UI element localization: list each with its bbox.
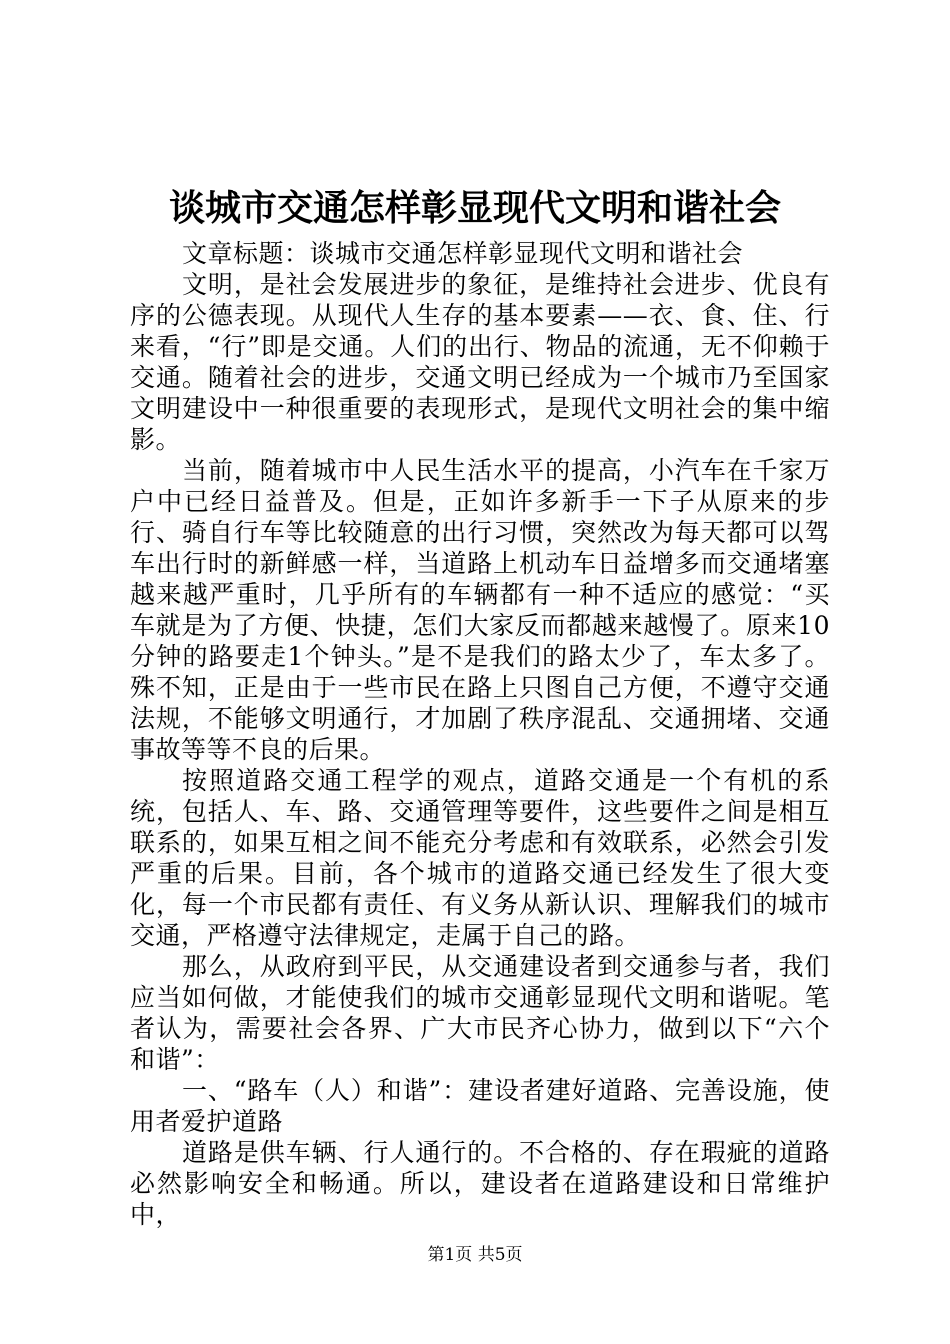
paragraph-traffic-engineering: 按照道路交通工程学的观点，道路交通是一个有机的系统，包括人、车、路、交通管理等要件，这些要件之间是相互联系的，如果互相之间不能充分考虑和有效联系，必然会引发严重的后果。目前，各个城市的道路交通已经发生了很大变化，每一个市民都有责任、有义务从新认识、理解我们的城市交通，严格遵守法律规定，走属于自己的路。: [130, 766, 830, 950]
section-heading-road-vehicle: 一、“路车（人）和谐”：建设者建好道路、完善设施，使用者爱护道路: [130, 1076, 830, 1136]
document-title: 谈城市交通怎样彰显现代文明和谐社会: [168, 187, 781, 229]
document-body: [130, 238, 830, 1230]
page-number: 第1页 共5页: [427, 1245, 523, 1265]
paragraph-six-harmonies-intro: 那么，从政府到平民，从交通建设者到交通参与者，我们应当如何做，才能使我们的城市交通彰显现代文明和谐呢。笔者认为，需要社会各界、广大市民齐心协力，做到以下“六个和谐”：: [130, 952, 830, 1074]
article-title-line: 文章标题：谈城市交通怎样彰显现代文明和谐社会: [182, 239, 744, 268]
paragraph-road-purpose: 道路是供车辆、行人通行的。不合格的、存在瑕疵的道路必然影响安全和畅通。所以，建设者在道路建设和日常维护中，: [130, 1138, 830, 1229]
paragraph-civilization: 文明，是社会发展进步的象征，是维持社会进步、优良有序的公德表现。从现代人生存的基本要素——衣、食、住、行来看，“行”即是交通。人们的出行、物品的流通，无不仰赖于交通。随着社会的进步，交通文明已经成为一个城市乃至国家文明建设中一种很重要的表现形式，是现代文明社会的集中缩影。: [130, 270, 830, 454]
paragraph-current-situation: 当前，随着城市中人民生活水平的提高，小汽车在千家万户中已经日益普及。但是，正如许多新手一下子从原来的步行、骑自行车等比较随意的出行习惯，突然改为每天都可以驾车出行时的新鲜感一样，当道路上机动车日益增多而交通堵塞越来越严重时，几乎所有的车辆都有一种不适应的感觉：“买车就是为了方便、快捷，怎们大家反而都越来越慢了。原来10分钟的路要走1个钟头。”是不是我们的路太少了，车太多了。殊不知，正是由于一些市民在路上只图自己方便，不遵守交通法规，不能够文明通行，才加剧了秩序混乱、交通拥堵、交通事故等等不良的后果。: [130, 456, 830, 764]
